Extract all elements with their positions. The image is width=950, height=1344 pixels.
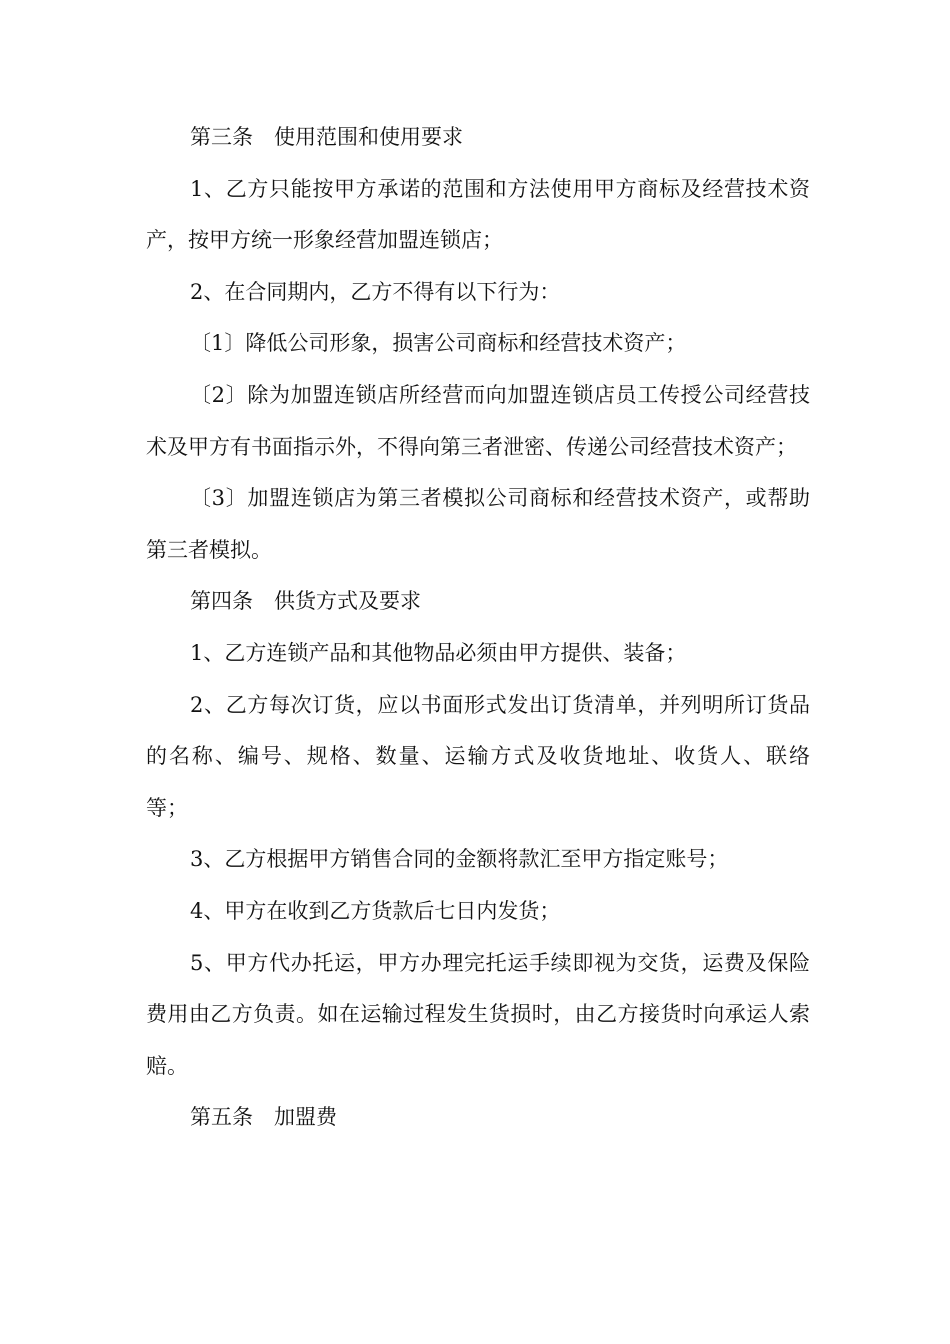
article-3-clause-2-item-3: 〔3〕加盟连锁店为第三者模拟公司商标和经营技术资产，或帮助第三者模拟。 [146,486,810,562]
article-3-clause-2: 2、在合同期内，乙方不得有以下行为： [190,279,561,304]
article-4-clause-5: 5、甲方代办托运，甲方办理完托运手续即视为交货，运费及保险费用由乙方负责。如在运输过程发生货损时，由乙方接货时向承运人索赔。 [146,950,810,1078]
article-3-clause-2-item-1: 〔1〕降低公司形象，损害公司商标和经营技术资产； [190,331,687,356]
article-3-heading: 第三条 使用范围和使用要求 [190,125,463,149]
article-4-clause-3: 3、乙方根据甲方销售合同的金额将款汇至甲方指定账号； [190,847,729,872]
article-3-clause-1: 1、乙方只能按甲方承诺的范围和方法使用甲方商标及经营技术资产，按甲方统一形象经营加盟连锁店； [146,176,810,253]
article-4-clause-2: 2、乙方每次订货，应以书面形式发出订货清单，并列明所订货品的名称、编号、规格、数量、运输方式及收货地址、收货人、联络 等； [146,692,831,820]
article-4-clause-1: 1、乙方连锁产品和其他物品必须由甲方提供、装备； [190,640,687,665]
document-body [146,112,831,1144]
article-3-clause-2-item-2: 〔2〕除为加盟连锁店所经营而向加盟连锁店员工传授公司经营技术及甲方有书面指示外，不得向第三者泄密、传递公司经营技术资产； [146,382,810,459]
article-4-heading: 第四条 供货方式及要求 [190,589,421,614]
article-5-heading: 第五条 加盟费 [190,1105,337,1130]
article-4-clause-4: 4、甲方在收到乙方货款后七日内发货； [190,898,561,923]
